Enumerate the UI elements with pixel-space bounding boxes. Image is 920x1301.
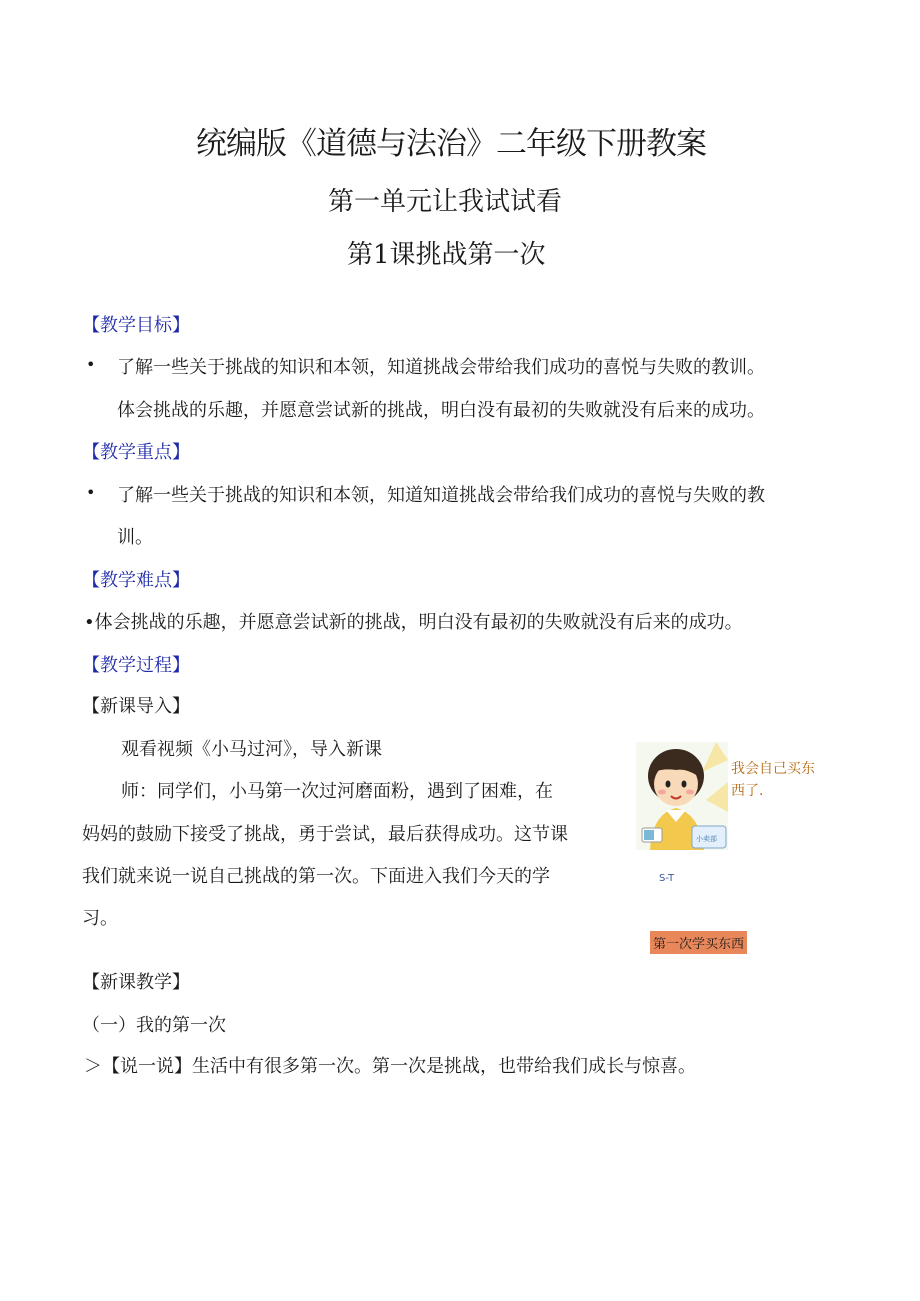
objectives-line-2: 体会挑战的乐趣，并愿意尝试新的挑战，明白没有最初的失败就没有后来的成功。: [117, 400, 765, 421]
unit-title: 第一单元让我试试看: [328, 187, 563, 217]
part-1-heading: （一）我的第一次: [82, 1015, 226, 1036]
key-points-heading: 【教学重点】: [82, 442, 190, 463]
teaching-heading: 【新课教学】: [82, 972, 190, 993]
key-points-line-1: 了解一些关于挑战的知识和本领，知道知道挑战会带给我们成功的喜悦与失败的教: [117, 485, 765, 506]
objectives-heading: 【教学目标】: [82, 315, 190, 336]
intro-line-2: 师：同学们，小马第一次过河磨面粉，遇到了困难，在: [121, 781, 553, 802]
objectives-bullet: •: [86, 355, 96, 374]
document-title: 统编版《道德与法治》二年级下册教案: [196, 126, 706, 162]
intro-line-3: 妈妈的鼓励下接受了挑战，勇于尝试，最后获得成功。这节课: [82, 824, 568, 845]
key-points-line-2: 训。: [117, 527, 153, 548]
difficulties-heading: 【教学难点】: [82, 570, 190, 591]
intro-heading: 【新课导入】: [82, 696, 190, 717]
illustration-figure: [636, 742, 728, 850]
intro-line-4: 我们就来说一说自己挑战的第一次。下面进入我们今天的学: [82, 866, 550, 887]
bag-label: 小卖部: [696, 835, 717, 843]
intro-line-1: 观看视频《小马过河》，导入新课: [121, 739, 382, 760]
figure-label: S-T: [659, 873, 675, 884]
lesson-title: 第1课挑战第一次: [347, 240, 546, 270]
figure-caption: 第一次学买东西: [650, 931, 747, 954]
intro-line-5: 习。: [82, 908, 118, 929]
child-illustration: [636, 742, 728, 850]
difficulties-line-1: •体会挑战的乐趣，并愿意尝试新的挑战，明白没有最初的失败就没有后来的成功。: [84, 612, 743, 633]
key-points-bullet: •: [86, 483, 96, 502]
say-line: ＞【说一说】生活中有很多第一次。第一次是挑战，也带给我们成长与惊喜。: [84, 1056, 696, 1077]
objectives-line-1: 了解一些关于挑战的知识和本领，知道挑战会带给我们成功的喜悦与失败的教训。: [117, 357, 765, 378]
speech-bubble-text: 我会自己买东西了.: [731, 761, 815, 799]
process-heading: 【教学过程】: [82, 655, 190, 676]
